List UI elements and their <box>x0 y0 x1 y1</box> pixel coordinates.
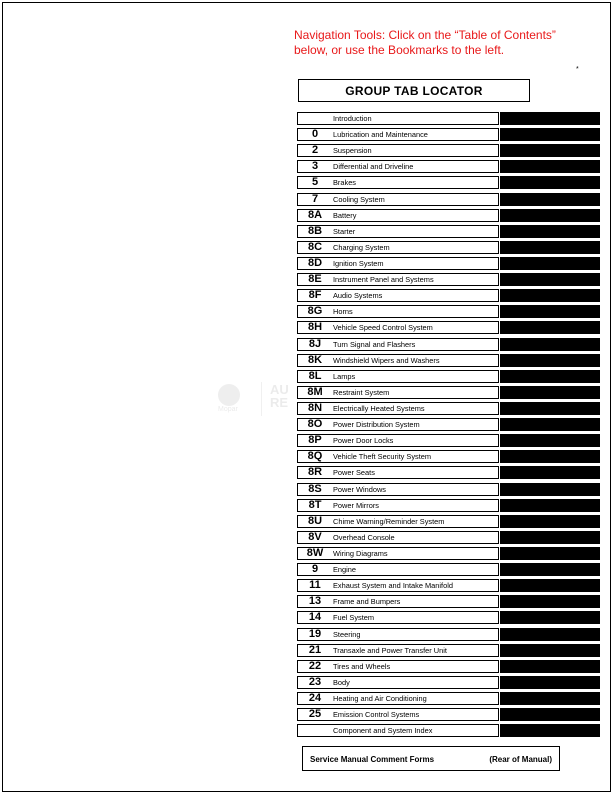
toc-row[interactable] <box>297 127 600 143</box>
group-label: Differential and Driveline <box>333 162 414 172</box>
group-number: 21 <box>308 643 322 656</box>
group-label: Instrument Panel and Systems <box>333 275 434 285</box>
group-label: Horns <box>333 307 353 317</box>
toc-row[interactable] <box>297 675 600 691</box>
group-tab-marker <box>500 193 600 206</box>
group-label: Emission Control Systems <box>333 710 420 720</box>
group-tab-marker <box>500 128 600 141</box>
group-number: 8J <box>308 337 322 350</box>
toc-row[interactable] <box>297 224 600 240</box>
group-tab-marker <box>500 692 600 705</box>
group-label: Lamps <box>333 371 356 381</box>
toc-row[interactable] <box>297 304 600 320</box>
toc-row[interactable] <box>297 401 600 417</box>
rear-of-manual-label: (Rear of Manual) <box>489 755 552 764</box>
page-title: GROUP TAB LOCATOR <box>345 83 483 98</box>
group-tab-marker <box>500 531 600 544</box>
group-label: Engine <box>333 565 357 575</box>
toc-row[interactable] <box>297 175 600 191</box>
group-tab-marker <box>500 450 600 463</box>
group-number: 8E <box>308 273 322 286</box>
toc-row[interactable] <box>297 627 600 643</box>
toc-row[interactable] <box>297 337 600 353</box>
group-tab-locator-title <box>298 79 530 102</box>
group-number: 8B <box>307 224 323 237</box>
group-tab-marker <box>500 563 600 576</box>
group-tab-marker <box>500 112 600 125</box>
group-number: 9 <box>311 563 319 576</box>
group-number: 8F <box>308 289 322 302</box>
group-label: Charging System <box>333 242 390 252</box>
group-number: 13 <box>308 595 322 608</box>
group-number: 2 <box>311 144 319 157</box>
watermark-brand: Mopar <box>218 406 238 413</box>
watermark-line2: RE <box>270 395 289 410</box>
toc-row[interactable] <box>297 272 600 288</box>
group-number: 0 <box>311 128 319 141</box>
toc-row[interactable] <box>297 143 600 159</box>
group-number: 8T <box>308 498 322 511</box>
group-label: Body <box>333 677 350 687</box>
toc-row[interactable] <box>297 578 600 594</box>
group-label: Power Distribution System <box>333 420 420 430</box>
group-tab-marker <box>500 209 600 222</box>
group-tab-marker <box>500 402 600 415</box>
group-number: 3 <box>311 160 319 173</box>
group-tab-marker <box>500 354 600 367</box>
toc-row[interactable] <box>297 288 600 304</box>
group-label: Vehicle Theft Security System <box>333 452 432 462</box>
group-label: Audio Systems <box>333 291 383 301</box>
toc-row[interactable] <box>297 320 600 336</box>
group-number: 8K <box>307 353 323 366</box>
group-label: Battery <box>333 210 357 220</box>
group-label: Fuel System <box>333 613 375 623</box>
group-label: Brakes <box>333 178 357 188</box>
group-tab-marker <box>500 289 600 302</box>
toc-row[interactable] <box>297 562 600 578</box>
toc-row[interactable] <box>297 707 600 723</box>
corner-mark: * <box>576 66 579 73</box>
toc-row[interactable] <box>297 111 600 127</box>
group-tab-marker <box>500 241 600 254</box>
group-tab-marker <box>500 176 600 189</box>
toc-row[interactable] <box>297 465 600 481</box>
group-label: Overhead Console <box>333 532 395 542</box>
group-tab-marker <box>500 321 600 334</box>
group-tab-marker <box>500 676 600 689</box>
toc-row[interactable] <box>297 159 600 175</box>
group-tab-marker <box>500 708 600 721</box>
group-tab-marker <box>500 628 600 641</box>
group-tab-marker <box>500 338 600 351</box>
toc-row[interactable] <box>297 240 600 256</box>
group-label: Cooling System <box>333 194 385 204</box>
toc-row[interactable] <box>297 482 600 498</box>
group-label: Electrically Heated Systems <box>333 403 425 413</box>
group-number: 19 <box>308 627 322 640</box>
toc-row[interactable] <box>297 353 600 369</box>
group-label: Power Windows <box>333 484 386 494</box>
comment-forms-label: Service Manual Comment Forms <box>310 755 435 764</box>
group-number: 24 <box>308 691 322 704</box>
comment-forms-box[interactable] <box>302 746 560 771</box>
group-tab-marker <box>500 499 600 512</box>
navigation-note-line2: below, or use the Bookmarks to the left. <box>294 42 505 57</box>
group-label: Tires and Wheels <box>333 661 391 671</box>
toc-row[interactable] <box>297 514 600 530</box>
group-number <box>298 724 332 737</box>
group-tab-marker <box>500 595 600 608</box>
group-label: Windshield Wipers and Washers <box>333 355 440 365</box>
group-label: Transaxle and Power Transfer Unit <box>333 645 447 655</box>
group-number: 8W <box>306 546 324 559</box>
group-label: Steering <box>333 629 361 639</box>
group-number: 5 <box>311 176 319 189</box>
group-number: 8D <box>307 256 323 269</box>
group-tab-marker <box>500 386 600 399</box>
toc-row[interactable] <box>297 369 600 385</box>
group-tab-marker <box>500 579 600 592</box>
group-tab-marker <box>500 257 600 270</box>
group-number: 11 <box>309 579 321 592</box>
group-number: 8U <box>307 514 323 527</box>
group-label: Vehicle Speed Control System <box>333 323 433 333</box>
group-label: Heating and Air Conditioning <box>333 693 427 703</box>
group-number: 8V <box>308 530 322 543</box>
toc-row[interactable] <box>297 530 600 546</box>
toc-list <box>297 111 600 739</box>
group-number: 8N <box>307 401 323 414</box>
group-number: 8G <box>307 305 323 318</box>
group-number: 8M <box>307 385 323 398</box>
group-label: Component and System Index <box>333 726 433 736</box>
group-label: Introduction <box>333 114 372 123</box>
group-tab-marker <box>500 644 600 657</box>
group-label: Wiring Diagrams <box>333 548 388 558</box>
group-number <box>298 112 332 125</box>
toc-row[interactable] <box>297 610 600 626</box>
group-number: 8O <box>307 418 323 431</box>
group-number: 8R <box>307 466 323 479</box>
toc-row[interactable] <box>297 691 600 707</box>
group-label: Turn Signal and Flashers <box>333 339 416 349</box>
group-label: Power Seats <box>333 468 375 478</box>
group-label: Suspension <box>333 146 372 156</box>
group-number: 8Q <box>307 450 323 463</box>
group-label: Chime Warning/Reminder System <box>333 516 445 526</box>
group-label: Ignition System <box>333 258 384 268</box>
group-number: 8H <box>307 321 323 334</box>
group-number: 22 <box>308 659 322 672</box>
group-number: 8L <box>308 369 322 382</box>
group-number: 23 <box>308 675 322 688</box>
group-tab-marker <box>500 273 600 286</box>
watermark-line1: AU <box>270 382 289 397</box>
group-number: 8A <box>307 208 323 221</box>
group-label: Starter <box>333 226 356 236</box>
group-label: Frame and Bumpers <box>333 597 401 607</box>
group-tab-marker <box>500 160 600 173</box>
toc-row[interactable] <box>297 594 600 610</box>
toc-row[interactable] <box>297 433 600 449</box>
toc-row[interactable] <box>297 256 600 272</box>
group-tab-marker <box>500 547 600 560</box>
group-tab-marker <box>500 418 600 431</box>
group-tab-marker <box>500 225 600 238</box>
group-tab-marker <box>500 724 600 737</box>
toc-row[interactable] <box>297 208 600 224</box>
group-number: 8P <box>308 434 322 447</box>
group-tab-marker <box>500 611 600 624</box>
group-tab-marker <box>500 434 600 447</box>
toc-row[interactable] <box>297 723 600 739</box>
toc-row[interactable] <box>297 546 600 562</box>
toc-row[interactable] <box>297 192 600 208</box>
group-tab-marker <box>500 370 600 383</box>
group-tab-marker <box>500 660 600 673</box>
group-number: 8C <box>307 240 323 253</box>
group-label: Restraint System <box>333 387 390 397</box>
group-label: Exhaust System and Intake Manifold <box>333 581 453 591</box>
group-label: Power Door Locks <box>333 436 394 446</box>
toc-row[interactable] <box>297 659 600 675</box>
toc-row[interactable] <box>297 417 600 433</box>
group-tab-marker <box>500 515 600 528</box>
group-number: 8S <box>308 482 322 495</box>
group-tab-marker <box>500 466 600 479</box>
toc-row[interactable] <box>297 643 600 659</box>
group-label: Power Mirrors <box>333 500 379 510</box>
toc-row[interactable] <box>297 498 600 514</box>
group-tab-marker <box>500 483 600 496</box>
group-number: 25 <box>308 708 322 721</box>
group-label: Lubrication and Maintenance <box>333 130 428 140</box>
toc-row[interactable] <box>297 449 600 465</box>
navigation-note <box>294 28 594 57</box>
group-tab-marker <box>500 305 600 318</box>
group-number: 14 <box>308 611 322 624</box>
group-number: 7 <box>311 192 319 205</box>
navigation-note-line1: Navigation Tools: Click on the “Table of Contents” <box>294 28 556 42</box>
toc-row[interactable] <box>297 385 600 401</box>
group-tab-marker <box>500 144 600 157</box>
